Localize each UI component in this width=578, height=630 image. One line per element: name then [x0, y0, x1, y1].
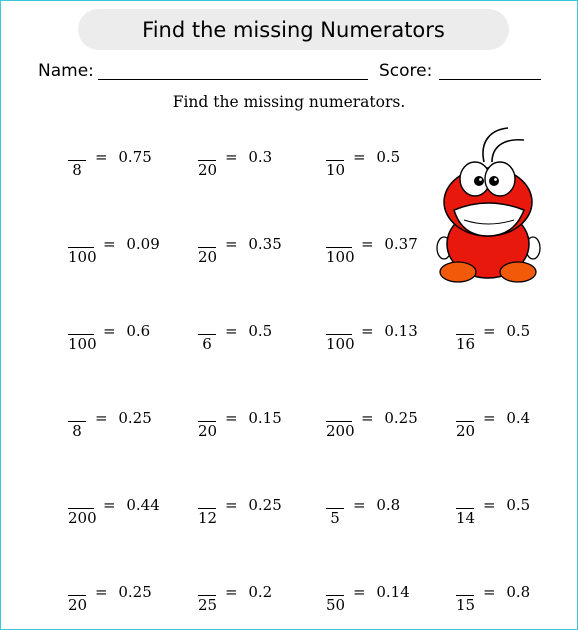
problem-item	[198, 409, 318, 443]
decimal-value: 0.14	[371, 583, 410, 601]
problem-item	[68, 148, 188, 182]
problem-item	[198, 496, 318, 530]
equals-sign: =	[353, 496, 366, 514]
equals-sign: =	[225, 322, 238, 340]
equals-sign: =	[483, 322, 496, 340]
decimal-value: 0.8	[371, 496, 401, 514]
equals-sign: =	[225, 583, 238, 601]
decimal-value: 0.6	[121, 322, 151, 340]
denominator: 16	[456, 335, 476, 353]
denominator: 20	[456, 422, 476, 440]
decimal-value: 0.37	[379, 235, 418, 253]
decimal-value: 0.25	[379, 409, 418, 427]
decimal-value: 0.5	[371, 148, 401, 166]
denominator: 14	[456, 509, 476, 527]
problem-item	[68, 409, 188, 443]
equals-sign: =	[103, 235, 116, 253]
problem-item	[326, 148, 446, 182]
denominator: 20	[198, 161, 218, 179]
instructions: Find the missing numerators.	[172, 93, 406, 111]
equals-sign: =	[95, 148, 108, 166]
denominator: 20	[198, 422, 218, 440]
problem-item	[326, 322, 446, 356]
equals-sign: =	[95, 583, 108, 601]
name-blank[interactable]	[98, 79, 368, 80]
equals-sign: =	[95, 409, 108, 427]
score-blank[interactable]	[439, 79, 541, 80]
denominator: 6	[202, 335, 212, 353]
denominator: 50	[326, 596, 346, 614]
problem-item	[326, 235, 446, 269]
decimal-value: 0.15	[243, 409, 282, 427]
denominator: 15	[456, 596, 476, 614]
equals-sign: =	[483, 583, 496, 601]
problem-item	[326, 583, 446, 617]
name-label: Name:	[38, 61, 94, 81]
denominator: 100	[68, 335, 97, 353]
denominator: 100	[326, 248, 355, 266]
equals-sign: =	[353, 148, 366, 166]
decimal-value: 0.44	[121, 496, 160, 514]
problem-item	[68, 235, 188, 269]
decimal-value: 0.5	[501, 496, 531, 514]
problem-item	[198, 148, 318, 182]
decimal-value: 0.3	[243, 148, 273, 166]
score-label: Score:	[379, 61, 433, 81]
mascot-icon	[436, 124, 546, 286]
decimal-value: 0.2	[243, 583, 273, 601]
denominator: 200	[326, 422, 355, 440]
denominator: 100	[326, 335, 355, 353]
decimal-value: 0.13	[379, 322, 418, 340]
decimal-value: 0.5	[243, 322, 273, 340]
denominator: 8	[72, 422, 82, 440]
decimal-value: 0.25	[113, 583, 152, 601]
denominator: 12	[198, 509, 218, 527]
denominator: 20	[198, 248, 218, 266]
equals-sign: =	[483, 409, 496, 427]
problem-item	[326, 409, 446, 443]
problem-item	[198, 583, 318, 617]
decimal-value: 0.25	[243, 496, 282, 514]
equals-sign: =	[225, 148, 238, 166]
decimal-value: 0.09	[121, 235, 160, 253]
denominator: 200	[68, 509, 97, 527]
equals-sign: =	[353, 583, 366, 601]
denominator: 8	[72, 161, 82, 179]
equals-sign: =	[361, 409, 374, 427]
decimal-value: 0.4	[501, 409, 531, 427]
equals-sign: =	[361, 235, 374, 253]
denominator: 5	[330, 509, 340, 527]
equals-sign: =	[103, 496, 116, 514]
denominator: 10	[326, 161, 346, 179]
worksheet-title	[78, 9, 509, 50]
decimal-value: 0.25	[113, 409, 152, 427]
problem-item	[456, 322, 576, 356]
equals-sign: =	[361, 322, 374, 340]
equals-sign: =	[103, 322, 116, 340]
equals-sign: =	[483, 496, 496, 514]
problem-item	[68, 322, 188, 356]
decimal-value: 0.75	[113, 148, 152, 166]
denominator: 25	[198, 596, 218, 614]
problem-item	[68, 583, 188, 617]
problem-item	[68, 496, 188, 530]
equals-sign: =	[225, 235, 238, 253]
problem-item	[198, 322, 318, 356]
title-text: Find the missing Numerators	[142, 17, 445, 42]
denominator: 20	[68, 596, 88, 614]
equals-sign: =	[225, 496, 238, 514]
problem-item	[456, 409, 576, 443]
decimal-value: 0.5	[501, 322, 531, 340]
decimal-value: 0.8	[501, 583, 531, 601]
problem-item	[456, 496, 576, 530]
denominator: 100	[68, 248, 97, 266]
problem-item	[456, 583, 576, 617]
decimal-value: 0.35	[243, 235, 282, 253]
problem-item	[326, 496, 446, 530]
problem-item	[198, 235, 318, 269]
name-score-row	[38, 60, 544, 86]
equals-sign: =	[225, 409, 238, 427]
